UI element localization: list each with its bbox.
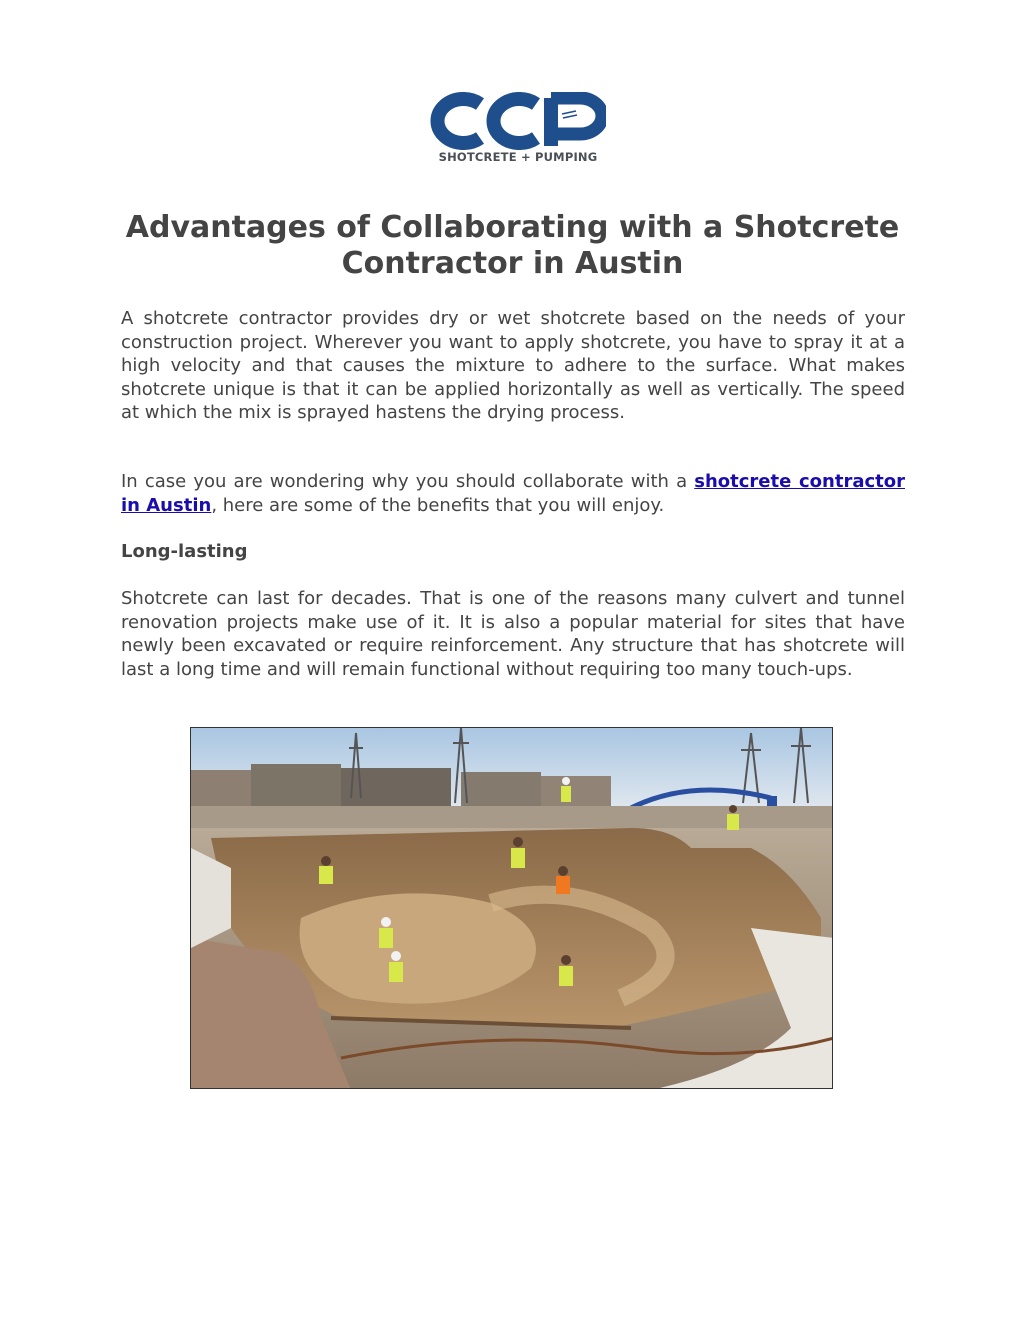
shotcrete-contractor-link[interactable]: shotcrete contractor in Austin xyxy=(121,471,905,516)
intro-paragraph: A shotcrete contractor provides dry or wet shotcrete based on the needs of your construction project. Wherever you want to apply shotcrete, you have to spray it at a high velocity and that causes the mixture to adhere to the surface. What makes shotcrete unique is that it can be applied horizontally as well as vertically. The speed at which the mix is sprayed hastens the drying process. xyxy=(121,308,905,423)
benefits-intro-text: In case you are wondering why you should collaborate with a xyxy=(121,471,695,492)
ccp-logo-mark xyxy=(430,92,606,150)
skatepark-construction-image xyxy=(191,728,833,1089)
page-title: Advantages of Collaborating with a Shotcrete Contractor in Austin xyxy=(125,210,900,281)
logo-tagline: SHOTCRETE + PUMPING xyxy=(438,150,598,164)
company-logo xyxy=(430,92,606,166)
section-heading: Long-lasting xyxy=(121,541,248,562)
benefits-intro-paragraph xyxy=(121,470,905,517)
section-paragraph: Shotcrete can last for decades. That is one of the reasons many culvert and tunnel renovation projects make use of it. It is also a popular material for sites that have newly been excavated or require reinforcement. Any structure that has shotcrete will last a long time and will remain functional without requiring too many touch-ups. xyxy=(121,588,905,680)
benefits-intro-tail: , here are some of the benefits that you will enjoy. xyxy=(211,494,665,516)
construction-photo xyxy=(190,727,833,1089)
